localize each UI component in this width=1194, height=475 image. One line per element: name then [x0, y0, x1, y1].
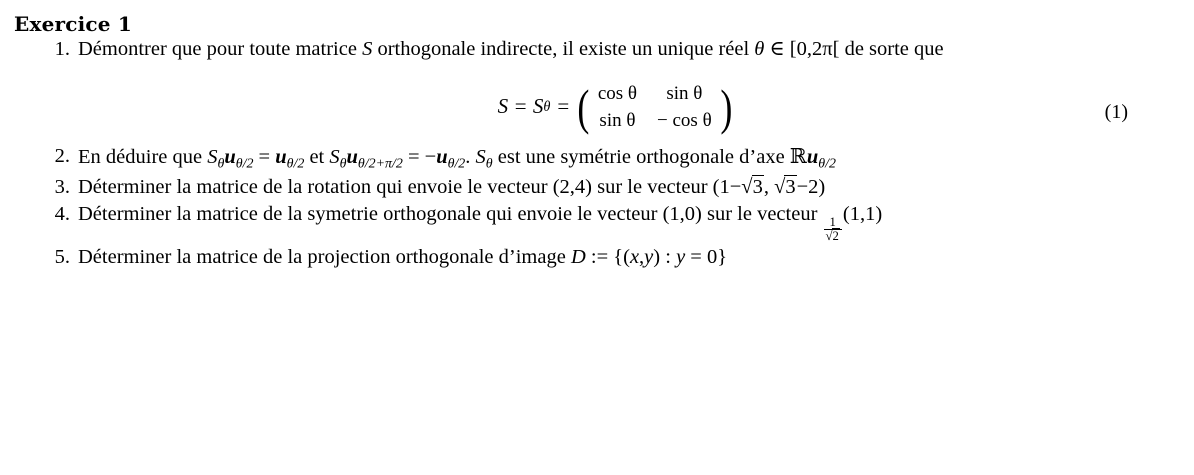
equation-lhs: S = S: [497, 94, 544, 119]
sqrt-icon: √3: [774, 175, 796, 198]
matrix-grid: [592, 81, 718, 133]
sqrt-icon: √2: [825, 229, 839, 244]
document-page: [0, 12, 1194, 475]
matrix-cell-1-0: sin θ: [599, 110, 636, 132]
item-4-text: Déterminer la matrice de la symetrie orthogonale qui envoie le vecteur (1,0) sur le vecteur $\frac{1}{√2}$ (1,1): [78, 202, 883, 244]
fraction: $\frac{1}{√2}$: [824, 216, 842, 244]
item-number-4: 4.: [54, 202, 70, 225]
list-item: [0, 244, 1194, 271]
item-number-1: 1.: [54, 38, 70, 60]
page-title: Exercice 1: [14, 12, 132, 36]
list-item: [0, 201, 1194, 244]
item-2-text: En déduire que $S_\theta u_{\theta/2} = u_{\theta/2}$ et $S_\theta u_{\theta/2+\pi/2} = -u_{\theta/2}$. $S_\theta$ est une symétrie orthogonale d’axe ℝu$_{\theta/2}$: [78, 144, 836, 172]
math-var-S: S: [362, 38, 373, 60]
denominator: [824, 229, 842, 243]
paren-left-icon: (: [577, 78, 590, 135]
equation-lhs-subscript: θ: [543, 98, 551, 115]
item-number-5: 5.: [54, 245, 70, 268]
equation-body: [78, 78, 1154, 135]
matrix-cell-1-1: − cos θ: [657, 110, 712, 132]
list-item: [0, 36, 1194, 63]
item-5-text: Déterminer la matrice de la projection orthogonale d’image D := {(x,y) : y = 0}: [78, 245, 728, 268]
math-real-set: ℝ: [789, 144, 807, 169]
matrix-cell-0-0: cos θ: [597, 83, 638, 105]
item-3-text: Déterminer la matrice de la rotation qui envoie le vecteur (2,4) sur le vecteur (1−√3, √3−2): [78, 176, 825, 198]
item-number-3: 3.: [54, 175, 70, 198]
paren-right-icon: ): [720, 78, 733, 135]
item-number-2: 2.: [54, 145, 70, 168]
sqrt-icon: √3: [741, 175, 763, 198]
item-1-text: Démontrer que pour toute matrice S orthogonale indirecte, il existe un unique réel θ ∈ [0,2π[ de sorte que: [78, 38, 944, 60]
matrix-cell-0-1: sin θ: [666, 83, 703, 105]
list-item: [0, 174, 1194, 201]
math-theta: θ: [754, 38, 765, 60]
matrix: [575, 78, 734, 135]
math-membership: ∈ [0,2π[: [769, 38, 840, 60]
display-equation: [78, 78, 1154, 143]
equation-equals: =: [557, 94, 570, 119]
list-item: [0, 143, 1194, 174]
equation-row: [0, 78, 1194, 143]
exercise-list: [0, 36, 1194, 271]
equation-tag: (1): [1104, 101, 1128, 124]
